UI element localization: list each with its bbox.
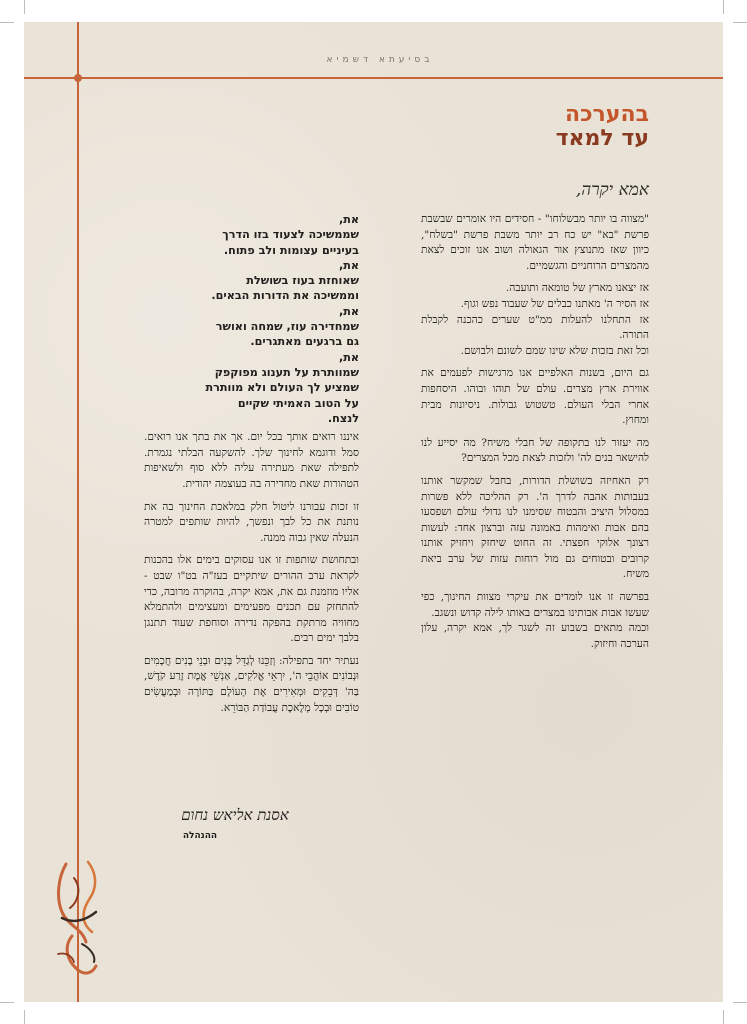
paragraph: "מצווה בו יותר מבשלוחו" - חסידים היו אומרים שבשבת פרשת "בא" יש כח רב יותר משבת פרשת "בשלח", כיוון שאז מתנוצץ אור הגאולה ושוב אנו זוכים לצאת מהמצרים הרוחניים והגשמיים.	[421, 213, 649, 272]
bold-line: שאוחזת בעוז בשושלת	[246, 274, 359, 288]
paragraph: בפרשה זו אנו לומדים את עיקרי מצוות החינוך, כפי שעשו אבות אבותינו במצרים באותו לילה קדוש ונשגב.	[421, 591, 649, 619]
crop-mark	[733, 1002, 747, 1003]
bold-line: את,	[338, 258, 359, 272]
bold-line: לנצח.	[327, 411, 359, 425]
bold-line: שמציע לך העולם ולא מוותרת	[205, 381, 359, 395]
bold-line: את,	[338, 213, 359, 226]
vertical-accent-rule	[77, 22, 79, 1002]
calligraphy-logo-icon	[52, 858, 108, 980]
paragraph: גם היום, בשנות האלפיים אנו מרגישות לפעמים את אווירת ארץ מצרים. עולם של תוהו ובוהו. היסחפות אחרי הבלי העולם. טשטוש גבולות. ניסיונות מבית ומחוץ.	[421, 367, 649, 427]
title-line-2: עד למאד	[555, 126, 649, 151]
bold-address-block	[144, 212, 359, 426]
prayer-paragraph: נעתיר יחד בתפילה: וְזַכֵּנוּ לְגַדֵּל בָּנִים וּבְנֵי בָנִים חֲכָמִים וּנְבוֹנִים אוֹהֲבֵי ה', יִרְאֵי אֱלֹקִים, אַנְשֵׁי אֱמֶת זֶרַע קֹדֶשׁ, בַּה' דְּבֵקִים וּמְאִירִים אֶת הָעוֹלָם בַּתּוֹרָה וּבְמַעֲשִׂים טוֹבִים וּבְכָל מְלֶאכֶת עֲבוֹדַת הַבּוֹרֵא.	[144, 654, 359, 714]
right-column	[421, 212, 649, 659]
bold-line: שמוותרת על תענוג מפוקפק	[214, 365, 359, 379]
paragraph: זו זכות עבורנו ליטול חלק במלאכת החינוך בה את נותנת את כל לבך ונפשך, להיות שותפים למטרה הנעלה שאין גבוה ממנה.	[144, 500, 359, 544]
bold-line: שממשיכה לצעוד בזו הדרך	[222, 228, 359, 242]
bold-line: את,	[338, 304, 359, 318]
paragraph: וכל זאת בזכות שלא שינו שמם לשונם ולבושם.	[460, 344, 649, 357]
paragraph: מה יעזור לנו בתקופה של חבלי משיח? מה יסייע לנו להישאר בנים לה' ולזכות לצאת מכל המצרים?	[421, 436, 649, 465]
bold-line: את,	[338, 350, 359, 364]
bold-line: שמחדירה עוז, שמחה ואושר	[215, 320, 359, 334]
paragraph: רק האחיזה בשושלת הדורות, בחבל שמקשר אותנו בעבותות אהבה לדרך ה'. רק ההליכה ללא פשרות במסלול היציב והבטוח שסימנו לנו גדולי עולם ושפסעו בהם אבות ואימהות באמונה עזה וברצון אחד: לעשות רצונך אלוקי חפצתי. זה החוט שיחזק ויחזיק אותנו קרובים ובטוחים גם מול רוחות עזות של ערב ביאת משיח.	[421, 474, 649, 581]
rule-intersection-dot	[74, 74, 82, 82]
bold-line: וממשיכה את הדורות הבאים.	[211, 289, 359, 303]
paragraph: אז התחלנו להעלות ממ"ט שערים כהכנה לקבלת התורה.	[421, 313, 649, 342]
greeting: אמא יקרה,	[575, 180, 649, 200]
crop-mark	[733, 22, 747, 23]
paragraph: וכמה מתאים בשבוע זה לשגר לך, אמא יקרה, עלון הערכה וחיזוק.	[421, 622, 649, 650]
paragraph: ובתחושת שותפות זו אנו עסוקים בימים אלו בהכנות לקראת ערב ההורים שיתקיים בעז"ה בט"ו שבט - אליו מוזמנת גם את, אמא יקרה, בהוקרה מרובה, כדי להתחזק עם תכנים מפעימים ומעצימים ולהתמלא מחוויה מרתקת בהפקה נדירה וסוחפת שעוד תתנגן בלבך ימים רבים.	[144, 554, 359, 645]
bold-line: בעיניים עצומות ולב פתוח.	[223, 243, 359, 257]
paragraph: איננו רואים אותך בכל יום. אך את בתך אנו רואים. סמל ודוגמא לחינוך שלך. להשקעה הבלתי נגמרת. לתפילה שאת מעתירה עליה ללא סוף ולשאיפות הטהורות שאת מחדירה בה בעוצמה יהודית.	[144, 431, 359, 490]
horizontal-accent-rule	[24, 77, 723, 79]
paragraph: אז הסיר ה' מאתנו כבלים של שעבוד נפש וגוף.	[460, 297, 649, 310]
crop-mark	[723, 1010, 724, 1024]
left-column	[144, 212, 359, 723]
bold-line: גם ברגעים מאתגרים.	[250, 335, 359, 349]
paragraph: אז יצאנו מארץ של טומאה ותועבה.	[505, 282, 649, 295]
signature: אסנת אליאש נחום	[181, 806, 289, 824]
page-title	[556, 103, 649, 151]
title-line-1: בהערכה	[564, 102, 649, 127]
bsd-header: בסיעתא דשמיא	[326, 55, 434, 65]
crop-mark	[24, 0, 25, 14]
bold-line: על הטוב האמיתי שקיים	[237, 396, 359, 410]
crop-mark	[0, 1002, 14, 1003]
crop-mark	[24, 1010, 25, 1024]
signature-role: ההנהלה	[182, 831, 218, 841]
crop-mark	[723, 0, 724, 14]
crop-mark	[0, 22, 14, 23]
